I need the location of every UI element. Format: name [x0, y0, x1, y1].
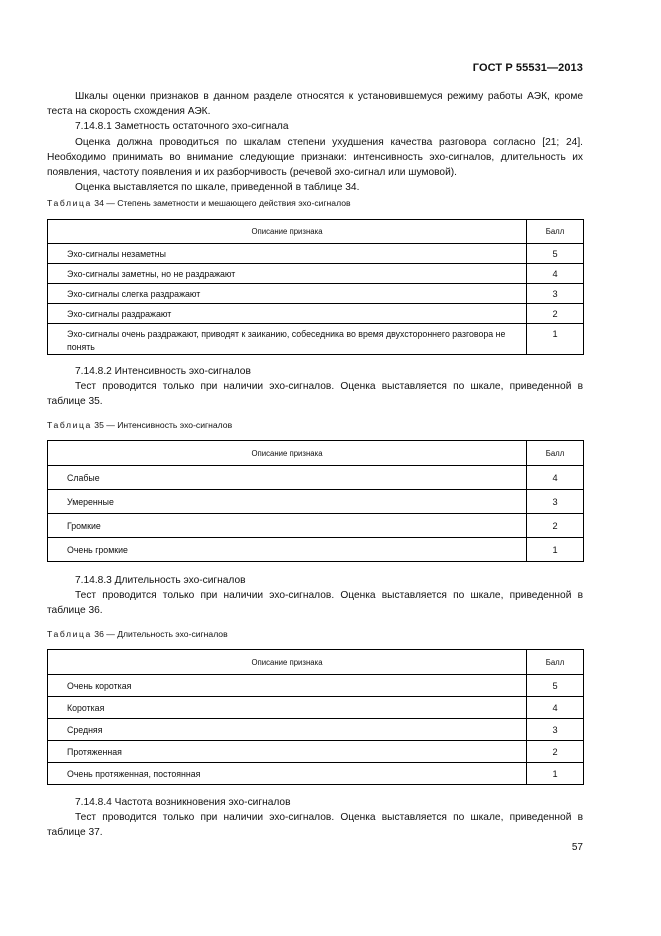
- row-description: Слабые: [48, 466, 527, 490]
- table-row: [48, 697, 584, 719]
- row-description: Короткая: [48, 697, 527, 719]
- column-header-description: Описание признака: [48, 441, 527, 466]
- row-description: Средняя: [48, 719, 527, 741]
- paragraph-table-35-reference: Тест проводится только при наличии эхо-сигналов. Оценка выставляется по шкале, приведенной в таблице 35.: [47, 381, 583, 408]
- table-row: [48, 466, 584, 490]
- paragraph-table-37-reference: Тест проводится только при наличии эхо-сигналов. Оценка выставляется по шкале, приведенной в таблице 37.: [47, 812, 583, 839]
- row-score: 5: [527, 675, 584, 697]
- section-7-14-8-4: [47, 795, 583, 841]
- row-score: 1: [527, 538, 584, 562]
- paragraph-evaluation-criteria: Оценка должна проводиться по шкалам степени ухудшения качества разговора согласно [21; 24]. Необходимо принимать во внимание следующие признаки: интенсивность эхо-сигналов, длительность их появления, частоту появления и их разборчивость (речевой эхо-сигнал или шумовой).: [47, 136, 583, 179]
- row-description: Эхо-сигналы заметны, но не раздражают: [48, 264, 527, 284]
- row-description: Эхо-сигналы незаметны: [48, 244, 527, 264]
- section-7-14-8-3: [47, 573, 583, 619]
- row-description: Громкие: [48, 514, 527, 538]
- row-description: Умеренные: [48, 490, 527, 514]
- section-heading-7-14-8-1: 7.14.8.1 Заметность остаточного эхо-сигнала: [75, 121, 289, 133]
- table-35-caption-prefix: Таблица: [47, 420, 92, 430]
- section-heading-7-14-8-3: 7.14.8.3 Длительность эхо-сигналов: [75, 575, 246, 586]
- table-34: [47, 219, 584, 355]
- row-description: Протяженная: [48, 741, 527, 763]
- table-row: [48, 538, 584, 562]
- row-score: 2: [527, 304, 584, 324]
- table-row: [48, 284, 584, 304]
- section-7-14-8-2: [47, 364, 583, 410]
- row-score: 1: [527, 763, 584, 785]
- row-score: 4: [527, 697, 584, 719]
- table-36-caption: [47, 629, 228, 639]
- row-score: 3: [527, 719, 584, 741]
- section-7-14-8-1: [47, 89, 583, 195]
- table-header-row: [48, 650, 584, 675]
- paragraph-table-36-reference: Тест проводится только при наличии эхо-сигналов. Оценка выставляется по шкале, приведенной в таблице 36.: [47, 590, 583, 617]
- row-score: 2: [527, 514, 584, 538]
- table-35-caption: [47, 420, 232, 430]
- row-description: Эхо-сигналы очень раздражают, приводят к заиканию, собеседника во время двухстороннего разговора не понять: [48, 324, 527, 355]
- row-score: 3: [527, 284, 584, 304]
- section-heading-7-14-8-4: 7.14.8.4 Частота возникновения эхо-сигналов: [75, 797, 291, 808]
- document-code: ГОСТ Р 55531—2013: [472, 62, 583, 74]
- table-row: [48, 719, 584, 741]
- row-score: 3: [527, 490, 584, 514]
- table-35-caption-text: 35 — Интенсивность эхо-сигналов: [94, 420, 233, 430]
- paragraph-table-34-reference: Оценка выставляется по шкале, приведенной в таблице 34.: [75, 182, 360, 194]
- table-row: [48, 244, 584, 264]
- table-header-row: [48, 220, 584, 244]
- row-description: Эхо-сигналы раздражают: [48, 304, 527, 324]
- table-header-row: [48, 441, 584, 466]
- column-header-score: Балл: [527, 650, 584, 675]
- column-header-score: Балл: [527, 220, 584, 244]
- row-description: Эхо-сигналы слегка раздражают: [48, 284, 527, 304]
- table-34-caption-prefix: Таблица: [47, 198, 92, 208]
- table-35: [47, 440, 584, 562]
- table-row: [48, 490, 584, 514]
- row-score: 4: [527, 264, 584, 284]
- column-header-description: Описание признака: [48, 650, 527, 675]
- row-score: 2: [527, 741, 584, 763]
- row-description: Очень короткая: [48, 675, 527, 697]
- table-36-caption-text: 36 — Длительность эхо-сигналов: [94, 629, 228, 639]
- table-36-caption-prefix: Таблица: [47, 629, 92, 639]
- section-heading-7-14-8-2: 7.14.8.2 Интенсивность эхо-сигналов: [75, 366, 251, 377]
- table-row: [48, 763, 584, 785]
- table-row: [48, 264, 584, 284]
- table-34-caption-text: 34 — Степень заметности и мешающего действия эхо-сигналов: [94, 198, 351, 208]
- table-row: [48, 675, 584, 697]
- row-score: 1: [527, 324, 584, 355]
- table-36: [47, 649, 584, 785]
- column-header-score: Балл: [527, 441, 584, 466]
- intro-paragraph: Шкалы оценки признаков в данном разделе относятся к установившемуся режиму работы АЭК, кроме теста на скорость схождения АЭК.: [47, 91, 583, 118]
- row-score: 5: [527, 244, 584, 264]
- row-description: Очень громкие: [48, 538, 527, 562]
- table-row: [48, 514, 584, 538]
- table-row: [48, 324, 584, 355]
- table-34-caption: [47, 198, 351, 208]
- page-number: 57: [571, 842, 583, 853]
- column-header-description: Описание признака: [48, 220, 527, 244]
- table-row: [48, 741, 584, 763]
- table-row: [48, 304, 584, 324]
- row-score: 4: [527, 466, 584, 490]
- row-description: Очень протяженная, постоянная: [48, 763, 527, 785]
